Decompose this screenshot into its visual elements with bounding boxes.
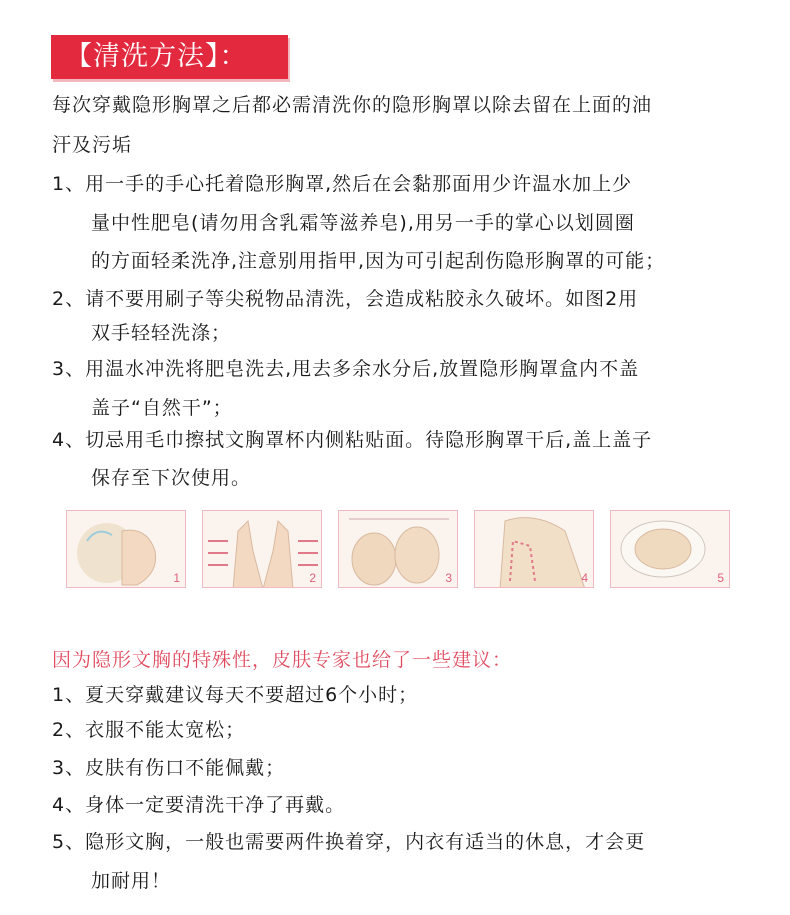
- advice-item-5-line-1: 5、隐形文胸，一般也需要两件换着穿，内衣有适当的休息，才会更: [52, 831, 646, 853]
- illustration-number: 5: [717, 571, 724, 585]
- step-4-line-2: 保存至下次使用。: [91, 467, 252, 489]
- illustration-two-hands: [202, 510, 322, 588]
- intro-line-1: 每次穿戴隐形胸罩之后都必需清洗你的隐形胸罩以除去留在上面的油: [52, 94, 653, 116]
- step-1-line-2: 量中性肥皂(请勿用含乳霜等滋养皂),用另一手的掌心以划圆圈: [91, 212, 635, 234]
- illustration-drying-cups: [338, 510, 458, 588]
- illustration-number: 4: [581, 571, 588, 585]
- advice-heading: 因为隐形文胸的特殊性，皮肤专家也给了一些建议：: [52, 649, 513, 671]
- advice-item-2: 2、衣服不能太宽松；: [52, 719, 246, 741]
- drying-cups-image: [339, 511, 458, 588]
- advice-item-4: 4、身体一定要清洗干净了再戴。: [52, 794, 346, 816]
- illustration-cup-in-box: [610, 510, 730, 588]
- step-1-line-3: 的方面轻柔洗净,注意别用指甲,因为可引起刮伤隐形胸罩的可能；: [91, 250, 666, 272]
- illustration-strip: [66, 510, 726, 590]
- cup-box-image: [611, 511, 730, 588]
- step-1-line-1: 1、用一手的手心托着隐形胸罩,然后在会黏那面用少许温水加上少: [52, 173, 633, 195]
- step-3-line-2: 盖子“自然干”；: [91, 397, 233, 419]
- step-2-line-2: 双手轻轻洗涤；: [91, 322, 232, 344]
- cup-edge-image: [475, 511, 594, 588]
- illustration-hand-holding-cup: [66, 510, 186, 588]
- intro-line-2: 汗及污垢: [52, 134, 133, 156]
- illustration-number: 1: [173, 571, 180, 585]
- illustration-cup-edge: [474, 510, 594, 588]
- advice-item-1: 1、夏天穿戴建议每天不要超过6个小时；: [52, 684, 419, 706]
- hand-cup-image: [67, 511, 186, 588]
- step-2-line-1: 2、请不要用刷子等尖税物品清洗，会造成粘胶永久破坏。如图2用: [52, 288, 639, 310]
- step-4-line-1: 4、切忌用毛巾擦拭文胸罩杯内侧粘贴面。待隐形胸罩干后,盖上盖子: [52, 429, 653, 451]
- illustration-number: 3: [445, 571, 452, 585]
- section-title: 【清洗方法】：: [51, 35, 288, 79]
- advice-item-5-line-2: 加耐用！: [91, 870, 172, 892]
- advice-item-3: 3、皮肤有伤口不能佩戴；: [52, 757, 286, 779]
- step-3-line-1: 3、用温水冲洗将肥皂洗去,甩去多余水分后,放置隐形胸罩盒内不盖: [52, 358, 640, 380]
- two-hands-image: [203, 511, 322, 588]
- illustration-number: 2: [309, 571, 316, 585]
